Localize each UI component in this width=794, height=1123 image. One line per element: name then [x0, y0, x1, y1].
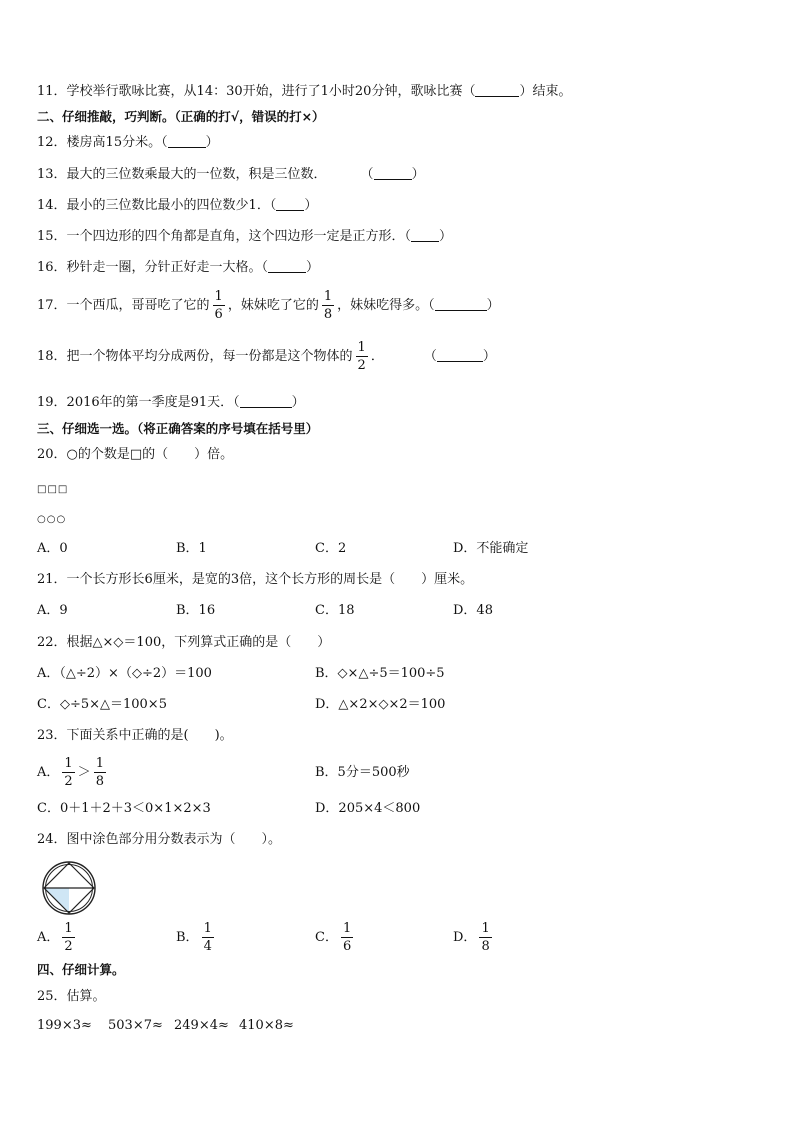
fraction: $\frac{1}{2}$	[64, 921, 73, 954]
option-a[interactable]: A．0	[37, 541, 68, 556]
option-c[interactable]: C．18	[315, 603, 355, 618]
answer-blank[interactable]	[411, 228, 439, 242]
question-17: 17．一个西瓜，哥哥吃了它的 $\frac{1}{6}$ ，妹妹吃了它的 $\frac{1}{8}$ ，妹妹吃得多。（ ）	[37, 289, 500, 322]
option-d[interactable]: D． $\frac{1}{8}$	[453, 921, 490, 954]
option-a[interactable]: A． $\frac{1}{2}$ ＞ $\frac{1}{8}$	[37, 756, 104, 789]
option-d[interactable]: D．不能确定	[453, 541, 529, 556]
fraction: $\frac{1}{8}$	[481, 921, 490, 954]
circle-square-figure	[40, 859, 98, 917]
answer-blank[interactable]	[168, 134, 206, 148]
question-15: 15．一个四边形的四个角都是直角，这个四边形一定是正方形．（ ）	[37, 229, 453, 244]
option-c[interactable]: C．0＋1＋2＋3＜0×1×2×3	[37, 801, 211, 816]
option-c[interactable]: C．◇÷5×△＝100×5	[37, 697, 167, 712]
answer-blank[interactable]	[268, 259, 306, 273]
question-23: 23．下面关系中正确的是( )。	[37, 728, 233, 743]
option-c[interactable]: C． $\frac{1}{6}$	[315, 921, 352, 954]
question-19: 19．2016年的第一季度是91天．（ ）	[37, 395, 305, 410]
estimate-item: 410×8≈	[239, 1018, 294, 1033]
option-b[interactable]: B．1	[176, 541, 207, 556]
fraction: $\frac{1}{6}$	[342, 921, 352, 954]
question-20: 20．○的个数是□的（ ）倍。	[37, 447, 234, 462]
estimate-item: 503×7≈	[108, 1018, 163, 1033]
question-22: 22．根据△×◇＝100，下列算式正确的是（ ）	[37, 635, 331, 650]
question-16: 16．秒针走一圈，分针正好走一大格。（ ）	[37, 260, 320, 275]
fraction: $\frac{1}{8}$	[323, 289, 333, 322]
fraction: $\frac{1}{2}$	[64, 756, 73, 789]
option-a[interactable]: A． $\frac{1}{2}$	[37, 921, 73, 954]
option-b[interactable]: B． $\frac{1}{4}$	[176, 921, 212, 954]
answer-blank[interactable]	[276, 197, 304, 211]
question-24: 24．图中涂色部分用分数表示为（ ）。	[37, 832, 282, 847]
answer-blank[interactable]	[435, 297, 487, 311]
option-a[interactable]: A．9	[37, 603, 68, 618]
answer-blank[interactable]	[240, 394, 292, 408]
answer-blank[interactable]	[475, 83, 519, 97]
estimate-item: 199×3≈	[37, 1018, 92, 1033]
question-25: 25．估算。	[37, 989, 106, 1004]
section-heading: 三、仔细选一选。（将正确答案的序号填在括号里）	[37, 421, 319, 436]
option-d[interactable]: D．48	[453, 603, 493, 618]
question-21: 21．一个长方形长6厘米，是宽的3倍，这个长方形的周长是（ ）厘米。	[37, 572, 474, 587]
question-14: 14．最小的三位数比最小的四位数少1．（ ）	[37, 198, 318, 213]
fraction: $\frac{1}{8}$	[95, 756, 104, 789]
question-13: 13．最大的三位数乘最大的一位数，积是三位数． （ ）	[37, 167, 425, 182]
option-b[interactable]: B．16	[176, 603, 216, 618]
fraction: $\frac{1}{6}$	[214, 289, 223, 322]
option-d[interactable]: D．△×2×◇×2＝100	[315, 697, 446, 712]
option-c[interactable]: C．2	[315, 541, 347, 556]
option-b[interactable]: B．5分＝500秒	[315, 765, 410, 780]
section-heading: 四、仔细计算。	[37, 962, 125, 977]
question-11: 11．学校举行歌咏比赛，从14：30开始，进行了1小时20分钟，歌咏比赛（ ）结束。	[37, 84, 572, 99]
answer-blank[interactable]	[374, 166, 412, 180]
square-row: □□□	[37, 484, 69, 495]
question-18: 18．把一个物体平均分成两份，每一份都是这个物体的 $\frac{1}{2}$ ． （ ）	[37, 340, 496, 373]
answer-blank[interactable]	[437, 348, 483, 362]
option-b[interactable]: B．◇×△÷5＝100÷5	[315, 666, 445, 681]
section-heading: 二、仔细推敲，巧判断。（正确的打√，错误的打×）	[37, 109, 325, 124]
option-a[interactable]: A．（△÷2）×（◇÷2）＝100	[37, 666, 212, 681]
estimate-item: 249×4≈	[174, 1018, 229, 1033]
circle-row: ○○○	[37, 514, 67, 525]
option-d[interactable]: D．205×4＜800	[315, 801, 421, 816]
question-12: 12．楼房高15分米。（ ）	[37, 135, 219, 150]
fraction: $\frac{1}{4}$	[203, 921, 212, 954]
fraction: $\frac{1}{2}$	[357, 340, 366, 373]
